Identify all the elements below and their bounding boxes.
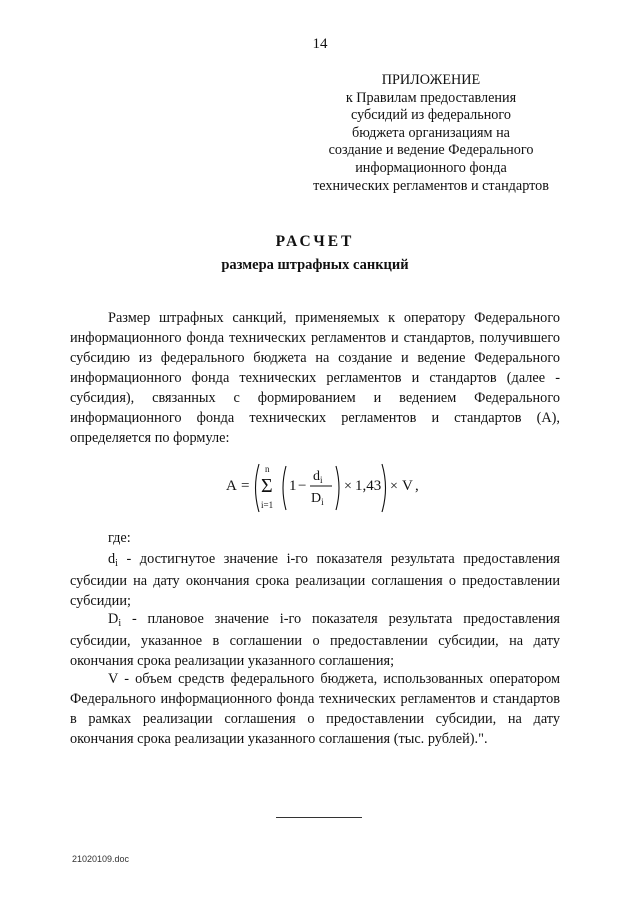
appendix-line: бюджета организациям на: [352, 124, 510, 141]
definition-symbol: V: [108, 671, 119, 687]
formula-times: ×: [390, 479, 398, 494]
definition-symbol: D: [108, 611, 119, 627]
definition-text: - достигнутое значение i-го показателя результата предоставления субсидии на дату окончания срока реализации соглашения о предоставлении субсидии;: [70, 551, 560, 609]
intro-paragraph: Размер штрафных санкций, применяемых к оператору Федерального информационного фонда технических регламентов и стандартов, получившего субсидию из федерального бюджета на создание и ведение Федерального информационного фонда технических регламентов и стандартов (далее - субсидия), связанных с формированием и ведением Федерального информационного фонда технических регламентов и стандартов (А), определяется по формуле:: [70, 310, 560, 446]
document-filename: 21020109.doc: [72, 854, 130, 864]
formula-paren-inner-left: [283, 466, 286, 510]
appendix-line: технических регламентов и стандартов: [313, 177, 549, 194]
formula-one: 1: [289, 478, 297, 494]
appendix-block: [300, 72, 562, 195]
formula-svg: [226, 460, 436, 516]
formula-equals: =: [241, 478, 250, 494]
formula-lhs: A: [226, 478, 237, 494]
formula-paren-inner-right: [336, 466, 339, 510]
formula-v: V: [402, 478, 413, 494]
definition-index: i: [115, 558, 118, 569]
appendix-line: создание и ведение Федерального: [328, 142, 534, 159]
appendix-heading: ПРИЛОЖЕНИЕ: [381, 72, 481, 88]
formula-paren-left: [256, 464, 260, 512]
definition-text: - плановое значение i-го показателя результата предоставления субсидии, указанное в соглашении о предоставлении субсидии, на дату окончания срока реализации указанного соглашения;: [70, 611, 560, 669]
formula-sigma: Σ: [261, 475, 273, 497]
definition-text: - объем средств федерального бюджета, использованных оператором Федерального информационного фонда технических регламентов и стандартов в рамках реализации соглашения о предоставлении субсидии, на дату окончания срока реализации указанного соглашения (тыс. рублей).".: [70, 671, 560, 747]
appendix-line: информационного фонда: [355, 159, 507, 176]
formula-paren-right: [382, 464, 386, 512]
formula-times: ×: [344, 479, 352, 494]
page-number: 14: [312, 36, 328, 52]
definition-symbol: d: [108, 551, 116, 567]
appendix-line: субсидий из федерального: [351, 107, 511, 124]
definition-d: [70, 549, 560, 611]
closing-rule: [276, 817, 362, 818]
formula-comma: ,: [415, 478, 419, 494]
formula-denominator: $D_i$: [311, 491, 324, 507]
definition-D: [70, 609, 560, 671]
penalty-formula: [226, 460, 436, 516]
formula-sum-lower: i=1: [261, 500, 274, 510]
document-subtitle: размера штрафных санкций: [221, 257, 409, 273]
where-label: где:: [108, 530, 131, 546]
formula-sum-upper: n: [265, 464, 270, 474]
document-title: РАСЧЕТ: [275, 233, 355, 250]
appendix-line: к Правилам предоставления: [345, 89, 517, 106]
definition-V: [70, 669, 560, 749]
formula-minus: −: [298, 478, 307, 494]
formula-coefficient: 1,43: [355, 478, 382, 494]
formula-numerator: $d_i$: [313, 469, 323, 485]
definition-index: i: [118, 618, 122, 629]
